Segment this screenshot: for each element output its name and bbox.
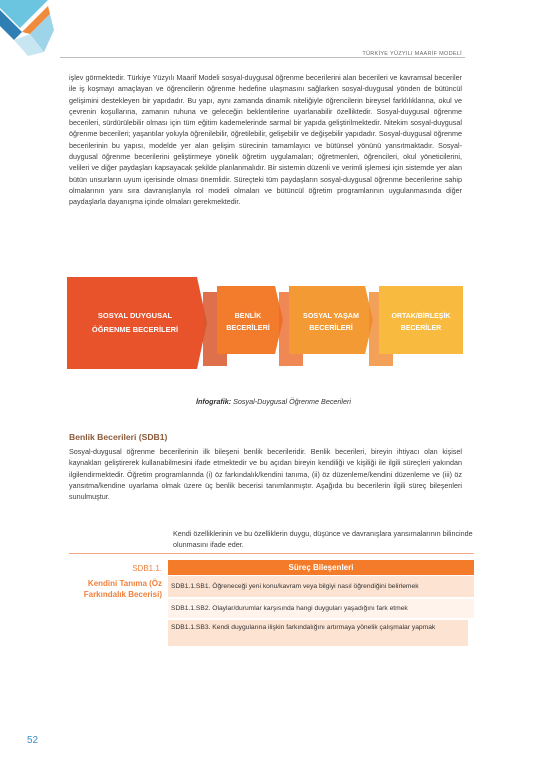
infographic-box-4: [369, 286, 463, 366]
table-rule: [69, 553, 474, 554]
infographic-box-3-line2: BECERİLERİ: [309, 323, 353, 332]
skill-description: Kendi özelliklerinin ve bu özelliklerin duygu, düşünce ve davranışlara yansımalarının bilincinde olunmasını ifade eder.: [173, 529, 473, 549]
infographic-box-2-line2: BECERİLERİ: [226, 323, 270, 332]
infographic-box-1: [67, 277, 207, 369]
caption-label: İnfografik:: [196, 397, 232, 406]
skill-code: SDB1.1.: [132, 564, 162, 573]
table-row-text: SDB1.1.SB3. Kendi duygularına ilişkin farkındalığını artırmaya yönelik çalışmalar yapmak: [171, 624, 436, 631]
infographic-box-1-line2: ÖĞRENME BECERİLERİ: [91, 325, 179, 334]
table-header: Süreç Bileşenleri: [168, 560, 474, 575]
infographic-box-1-line1: SOSYAL DUYGUSAL: [97, 311, 173, 320]
table-row-text: SDB1.1.SB1. Öğreneceği yeni konu/kavram veya bilgiyi nasıl öğrendiğini belirlemek: [171, 583, 419, 590]
body-paragraph-2: Sosyal-duygusal öğrenme becerilerinin ilk bileşeni benlik becerileridir. Benlik becerileri, bireyin ihtiyacı olan kişisel kaynakları geliştirerek kullanabilmesini ifade etmektedir ve bu açıdan bireyin kendiliği ve kişiliği ile ilgili süreçleri yakından ilgilendirmektedir. Öğretim programlarında (i) öz farkındalık/kendini tanıma, (ii) öz düzenleme/kendini düzenleme ve (iii) öz yansıtma/kendine uyarlama olmak üzere üç benlik becerisi tanımlanmıştır. Aşağıda bu becerilerin ilgili süreç bileşenleri sunulmuştur.: [69, 447, 462, 502]
infographic-caption: [0, 397, 547, 406]
infographic: [67, 274, 470, 374]
infographic-box-2: [203, 286, 283, 366]
page-number: 52: [27, 735, 39, 746]
infographic-box-4-line2: BECERİLER: [400, 325, 442, 332]
header-rule: [60, 57, 465, 58]
caption-text: Sosyal-Duygusal Öğrenme Becerileri: [231, 397, 351, 406]
infographic-box-2-line1: BENLİK: [234, 311, 262, 320]
body-paragraph-1: işlev görmektedir. Türkiye Yüzyılı Maarif Modeli sosyal-duygusal öğrenme becerilerini alan becerileri ve kavramsal beceriler ile iş koşmayı amaçlayan ve öğrencilerin öğrenme hedefine ulaşmasını sağlarken sosyal-duygusal yönden de bütüncül gelişimini destekleyen bir yapıdadır. Bu yapı, aynı zamanda dinamik niteliğiyle öğrencilerin bireysel farklılıklarına, okul ve çevrenin koşullarına, zamanın ruhuna ve geleceğin beklentilerine uyarlanabilir özelliktedir. Sosyal-duygusal öğrenme becerileri, sürdürülebilir olması için tüm eğitim kademelerinde sarmal bir yapıda geliştirilmektedir. Nitekim sosyal-duygusal öğrenme becerileri; yaşantılar yoluyla öğrenilebilir, öğretilebilir, gelişebilir ve değişebilir yapıdadır. Sosyal-duygusal öğrenme becerilerinin bu yapısı, modelde yer alan gelişim sürecinin tamamlayıcı ve bütünsel yönünü yansıtmaktadır. Sosyal-duygusal öğrenme becerilerini geliştirmeye yönelik öğretim uygulamaları; öğretmenleri, öğrencileri, okul yöneticilerini, velileri ve diğer paydaşları kapsayacak şekilde planlanmalıdır. Bir sistemin düzenli ve verimli işlemesi için sistemde yer alan bütün unsurların uyum içerisinde olması önemlidir. Süreçteki tüm paydaşların sosyal-duygusal öğrenme becerilerine sahip olmalarının yanı sıra davranışlarıyla rol modeli olmaları ve bütüncül öğretim programlarının uygulanmasında diğer paydaşlarla dayanışma içinde olmaları gerekmektedir.: [69, 73, 462, 207]
table-row: [168, 576, 474, 597]
skill-name: Kendini Tanıma (Öz Farkındalık Becerisi): [83, 579, 162, 599]
header-title: TÜRKİYE YÜZYILI MAARİF MODELİ: [362, 51, 462, 57]
infographic-box-4-line1: ORTAK/BİRLEŞİK: [391, 313, 451, 320]
infographic-box-3: [279, 286, 373, 366]
infographic-box-3-line1: SOSYAL YAŞAM: [303, 311, 359, 320]
table-row: [168, 620, 468, 646]
section-heading: Benlik Becerileri (SDB1): [69, 432, 168, 442]
corner-decoration: [0, 0, 60, 60]
table-row: [168, 599, 474, 618]
table-row-text: SDB1.1.SB2. Olaylar/durumlar karşısında hangi duyguları yaşadığını fark etmek: [171, 605, 408, 612]
